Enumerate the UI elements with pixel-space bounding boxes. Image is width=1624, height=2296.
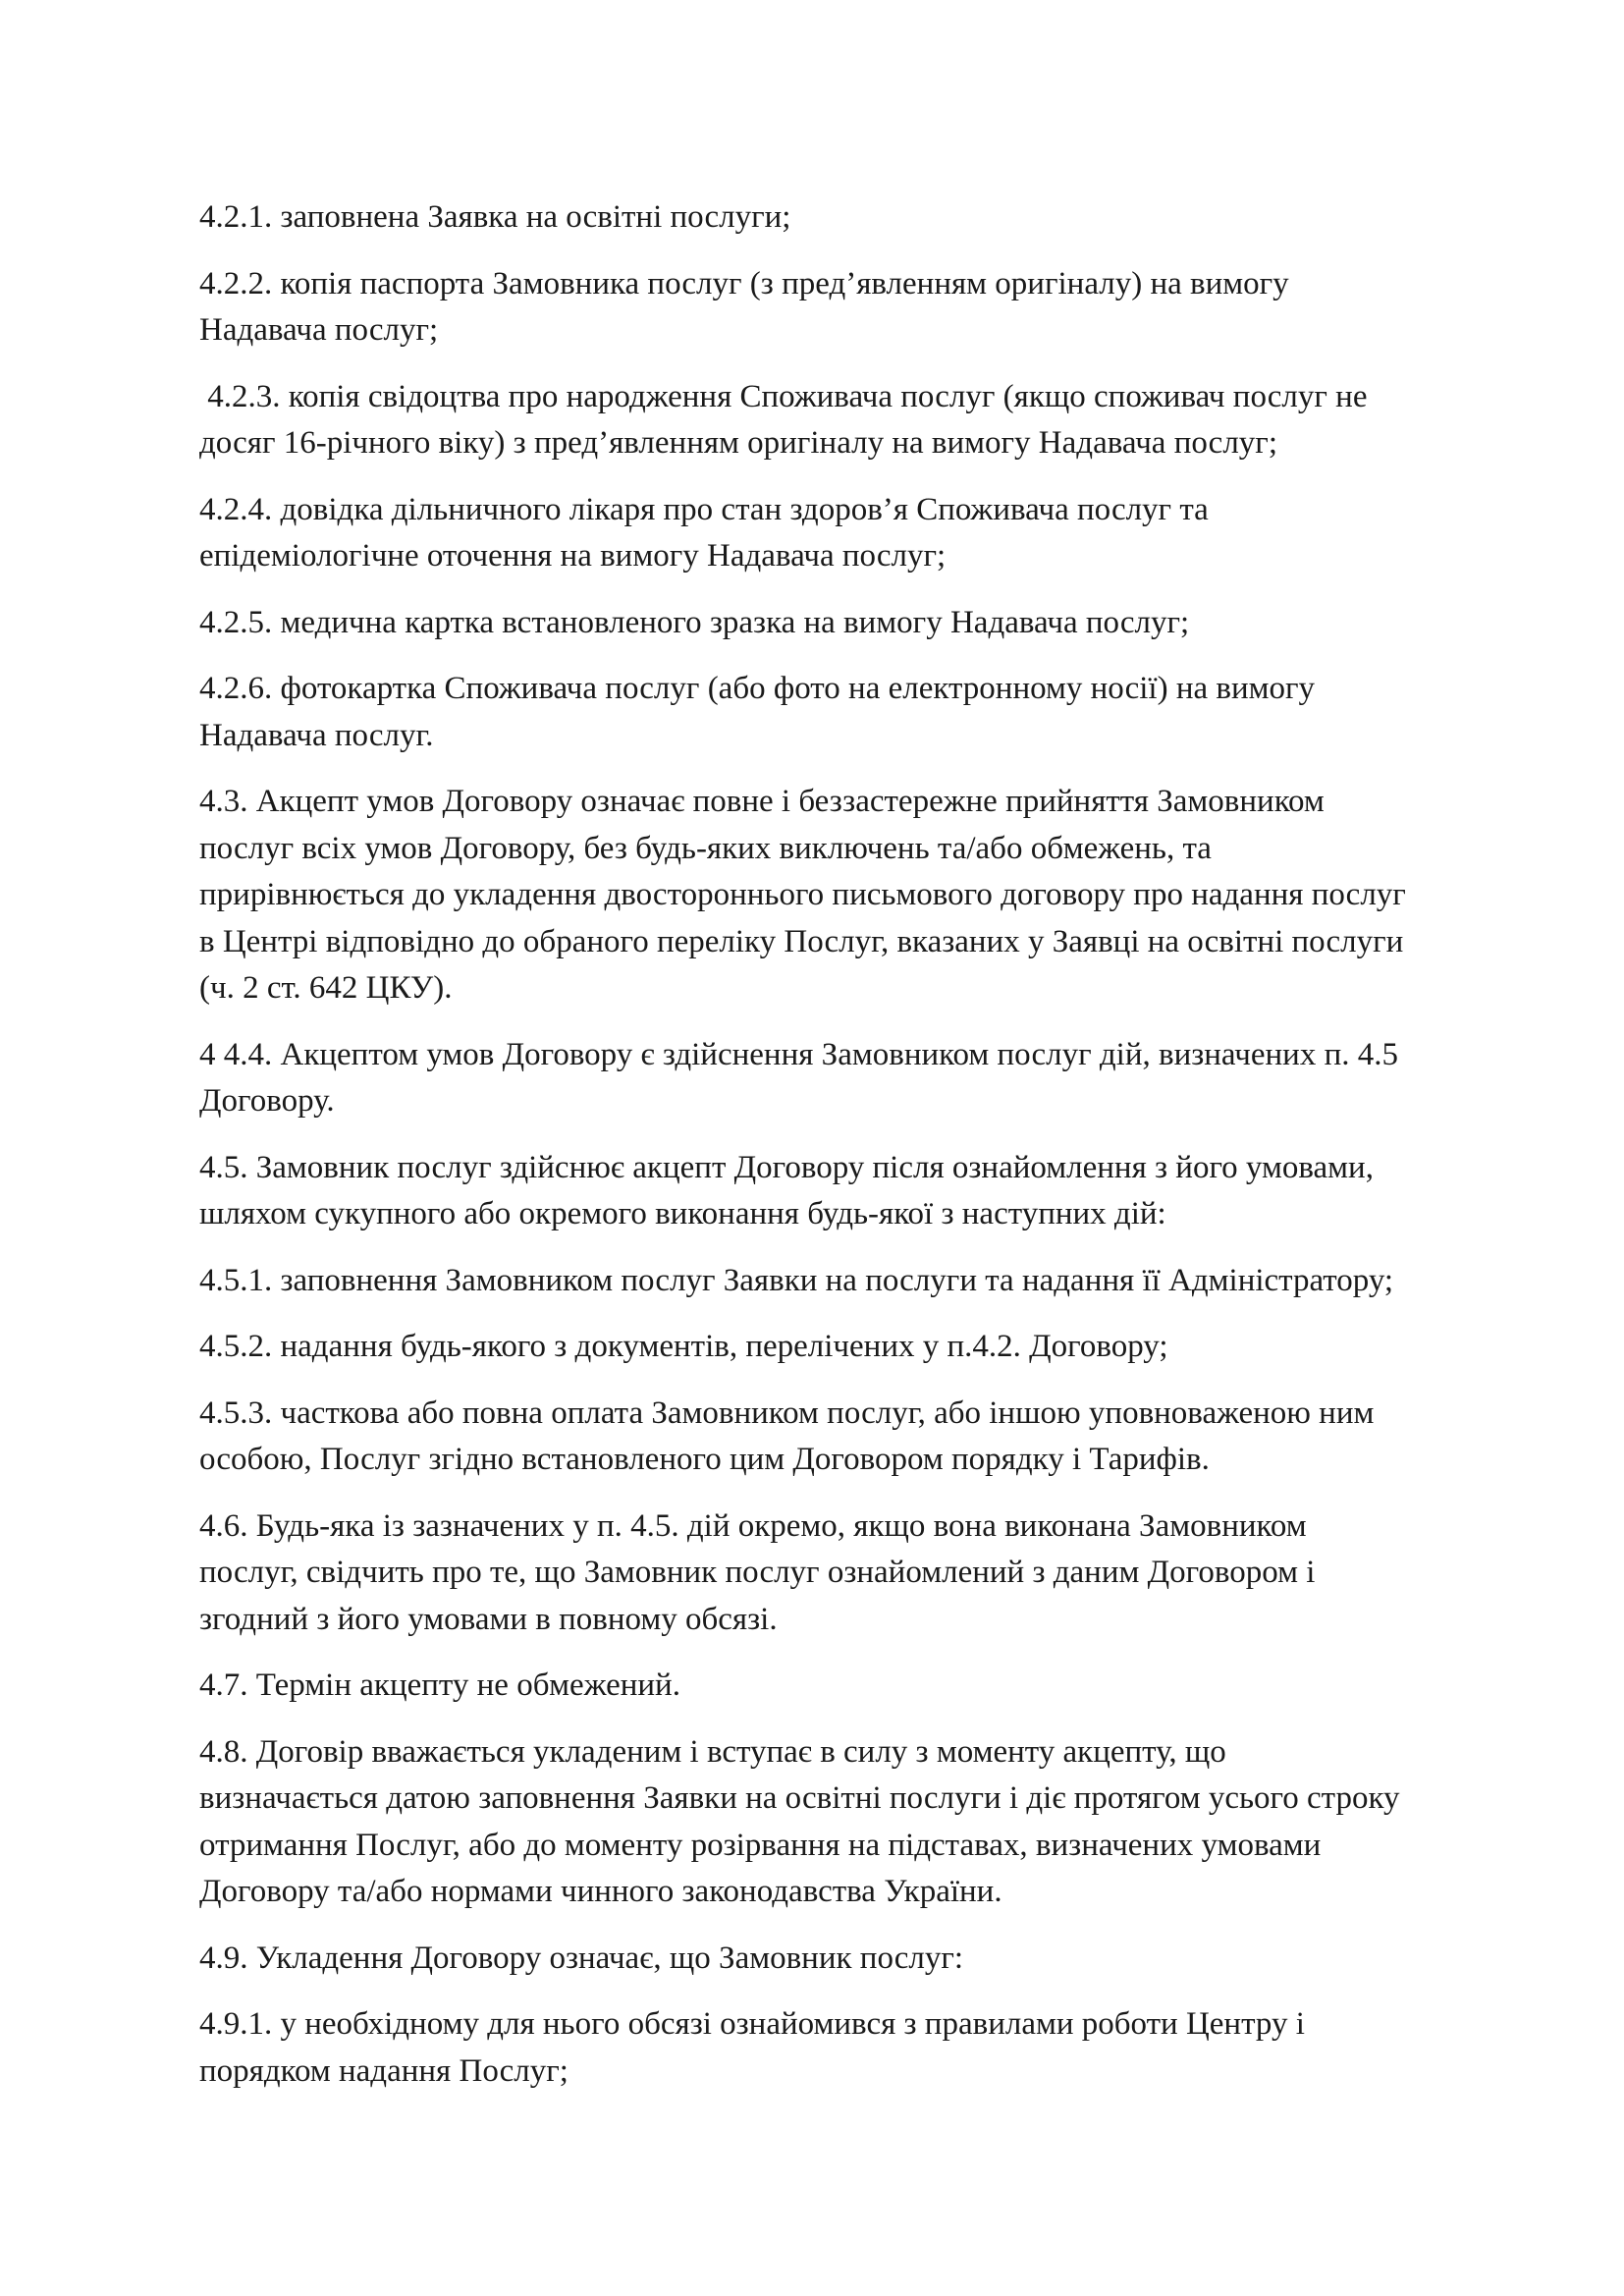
paragraph-4-3: 4.3. Акцепт умов Договору означає повне і беззастережне прийняття Замовником послуг всіх умов Договору, без будь-яких виключень та/або обмежень, та прирівнюється до укладення двостороннього письмового договору про надання послуг в Центрі відповідно до обраного переліку Послуг, вказаних у Заявці на освітні послуги (ч. 2 ст. 642 ЦКУ). [199,784,1406,1006]
paragraph-4-2-4: 4.2.4. довідка дільничного лікаря про стан здоров’я Споживача послуг та епідеміологічне оточення на вимогу Надавача послуг; [199,491,1209,574]
paragraph-4-5: 4.5. Замовник послуг здійснює акцепт Договору після ознайомлення з його умовами, шляхом сукупного або окремого виконання будь-якої з наступних дій: [199,1149,1374,1231]
paragraph-4-7: 4.7. Термін акцепту не обмежений. [199,1667,680,1703]
paragraph-4-2-3: 4.2.3. копія свідоцтва про народження Споживача послуг (якщо споживач послуг не досяг 16-річного віку) з пред’явленням оригіналу на вимогу Надавача послуг; [199,378,1368,461]
paragraph-4-8: 4.8. Договір вважається укладеним і вступає в силу з моменту акцепту, що визначається датою заповнення Заявки на освітні послуги і діє протягом усього строку отримання Послуг, або до моменту розірвання на підставах, визначених умовами Договору та/або нормами чинного законодавства України. [199,1733,1400,1909]
paragraph-4-2-2: 4.2.2. копія паспорта Замовника послуг (з пред’явленням оригіналу) на вимогу Надавача послуг; [199,265,1289,348]
paragraph-4-2-5: 4.2.5. медична картка встановленого зразка на вимогу Надавача послуг; [199,604,1190,640]
document-page [199,194,1436,2114]
paragraph-4-4: 4 4.4. Акцептом умов Договору є здійснення Замовником послуг дій, визначених п. 4.5 Договору. [199,1036,1398,1119]
paragraph-4-5-1: 4.5.1. заповнення Замовником послуг Заявки на послуги та надання її Адміністратору; [199,1262,1394,1298]
paragraph-4-5-3: 4.5.3. часткова або повна оплата Замовником послуг, або іншою уповноваженою ним особою, Послуг згідно встановленого цим Договором порядку і Тарифів. [199,1394,1375,1477]
paragraph-4-2-1: 4.2.1. заповнена Заявка на освітні послуги; [199,199,791,235]
paragraph-4-5-2: 4.5.2. надання будь-якого з документів, перелічених у п.4.2. Договору; [199,1329,1168,1364]
paragraph-4-2-6: 4.2.6. фотокартка Споживача послуг (або фото на електронному носії) на вимогу Надавача послуг. [199,671,1316,753]
paragraph-4-6: 4.6. Будь-яка із зазначених у п. 4.5. дій окремо, якщо вона виконана Замовником послуг, свідчить про те, що Замовник послуг ознайомлений з даним Договором і згодний з його умовами в повному обсязі. [199,1507,1316,1637]
paragraph-4-9: 4.9. Укладення Договору означає, що Замовник послуг: [199,1940,964,1976]
paragraph-4-9-1: 4.9.1. у необхідному для нього обсязі ознайомився з правилами роботи Центру і порядком надання Послуг; [199,2006,1305,2089]
